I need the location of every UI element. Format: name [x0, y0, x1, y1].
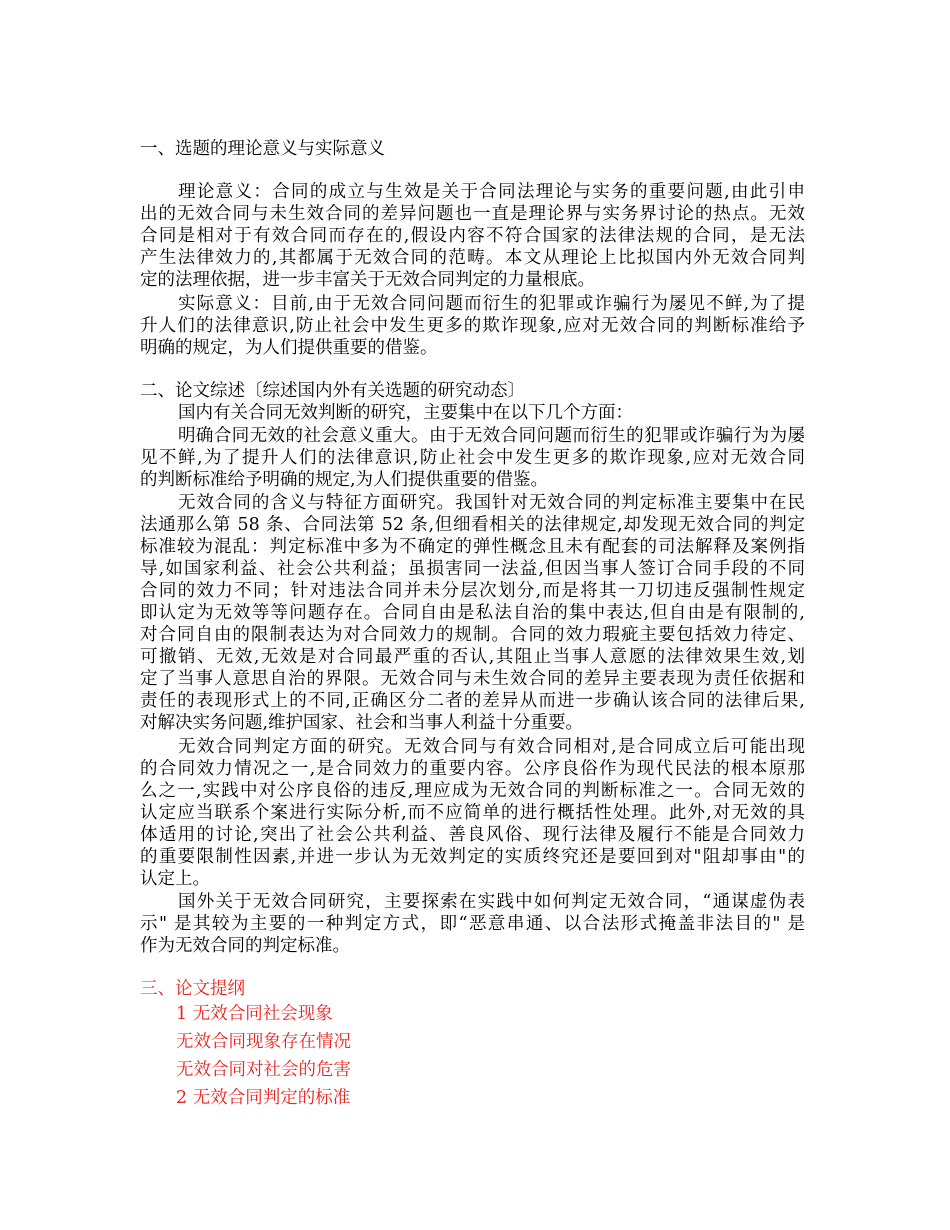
paragraph-line: 实际意义：目前,由于无效合同问题而衍生的犯罪或诈骗行为屡见不鲜,为了提: [178, 294, 805, 314]
outline-item: 1 无效合同社会现象: [176, 1004, 333, 1024]
paragraph-line: 明确的规定，为人们提供重要的借鉴。: [140, 338, 438, 358]
paragraph-line: 明确合同无效的社会意义重大。由于无效合同问题而衍生的犯罪或诈骗行为为屡: [178, 426, 805, 446]
paragraph-line: 见不鲜,为了提升人们的法律意识,防止社会中发生更多的欺诈现象,应对无效合同: [140, 448, 805, 468]
paragraph-line: 升人们的法律意识,防止社会中发生更多的欺诈现象,应对无效合同的判断标准给予: [140, 316, 805, 336]
outline-item: 无效合同对社会的危害: [176, 1060, 351, 1080]
paragraph-line: 可撤销、无效,无效是对合同最严重的否认,其阻止当事人意愿的法律效果生效,划: [140, 647, 805, 667]
section1-heading: 一、选题的理论意义与实际意义: [140, 139, 385, 159]
paragraph-line: 即认定为无效等等问题存在。合同自由是私法自治的集中表达,但自由是有限制的,: [140, 603, 805, 623]
section2-heading: 二、论文综述〔综述国内外有关选题的研究动态〕: [140, 381, 525, 401]
paragraph-line: 合同的效力不同；针对违法合同并未分层次划分,而是将其一刀切违反强制性规定: [140, 581, 805, 601]
paragraph-line: 定了当事人意思自治的界限。无效合同与未生效合同的差异主要表现为责任依据和: [140, 669, 805, 689]
paragraph-line: 认定上。: [140, 869, 210, 889]
paragraph-line: 导,如国家利益、社会公共利益；虽损害同一法益,但因当事人签订合同手段的不同: [140, 559, 805, 579]
paragraph-line: 合同是相对于有效合同而存在的,假设内容不符合国家的法律法规的合同，是无法: [140, 226, 805, 246]
paragraph-line: 示" 是其较为主要的一种判定方式，即“恶意串通、以合法形式掩盖非法目的" 是: [140, 914, 805, 934]
paragraph-line: 标准较为混乱：判定标准中多为不确定的弹性概念且未有配套的司法解释及案例指: [140, 537, 805, 557]
paragraph-line: 的合同效力情况之一,是合同效力的重要内容。公序良俗作为现代民法的根本原那: [140, 759, 805, 779]
paragraph-line: 法通那么第 58 条、合同法第 52 条,但细看相关的法律规定,却发现无效合同的判定: [140, 515, 805, 535]
paragraph-line: 的判断标准给予明确的规定,为人们提供重要的借鉴。: [140, 470, 549, 490]
paragraph-line: 认定应当联系个案进行实际分析,而不应简单的进行概括性处理。此外,对无效的具: [140, 803, 805, 823]
outline-item: 2 无效合同判定的标准: [176, 1088, 351, 1108]
paragraph-line: 出的无效合同与未生效合同的差异问题也一直是理论界与实务界讨论的热点。无效: [140, 204, 805, 224]
outline-item: 无效合同现象存在情况: [176, 1032, 351, 1052]
paragraph-line: 作为无效合同的判定标准。: [140, 936, 350, 956]
paragraph-line: 理论意义：合同的成立与生效是关于合同法理论与实务的重要问题,由此引申: [178, 182, 805, 202]
paragraph-line: 么之一,实践中对公序良俗的违反,理应成为无效合同的判断标准之一。合同无效的: [140, 781, 805, 801]
paragraph-line: 对合同自由的限制表达为对合同效力的规制。合同的效力瑕疵主要包括效力待定、: [140, 625, 805, 645]
paragraph-line: 国内有关合同无效判断的研究，主要集中在以下几个方面：: [178, 403, 633, 423]
paragraph-line: 产生法律效力的,其都属于无效合同的范畴。本文从理论上比拟国内外无效合同判: [140, 248, 805, 268]
paragraph-line: 责任的表现形式上的不同,正确区分二者的差异从而进一步确认该合同的法律后果,: [140, 691, 805, 711]
paragraph-line: 体适用的讨论,突出了社会公共利益、善良风俗、现行法律及履行不能是合同效力: [140, 825, 805, 845]
paragraph-line: 无效合同的含义与特征方面研究。我国针对无效合同的判定标准主要集中在民: [178, 493, 805, 513]
paragraph-line: 对解决实务问题,维护国家、社会和当事人利益十分重要。: [140, 713, 584, 733]
paragraph-line: 的重要限制性因素,并进一步认为无效判定的实质终究还是要回到对"阻却事由"的: [140, 847, 805, 867]
paragraph-line: 定的法理依据，进一步丰富关于无效合同判定的力量根底。: [140, 270, 595, 290]
paragraph-line: 无效合同判定方面的研究。无效合同与有效合同相对,是合同成立后可能出现: [178, 737, 805, 757]
section3-heading: 三、论文提纲: [140, 979, 245, 999]
paragraph-line: 国外关于无效合同研究，主要探索在实践中如何判定无效合同，“通谋虚伪表: [178, 892, 805, 912]
